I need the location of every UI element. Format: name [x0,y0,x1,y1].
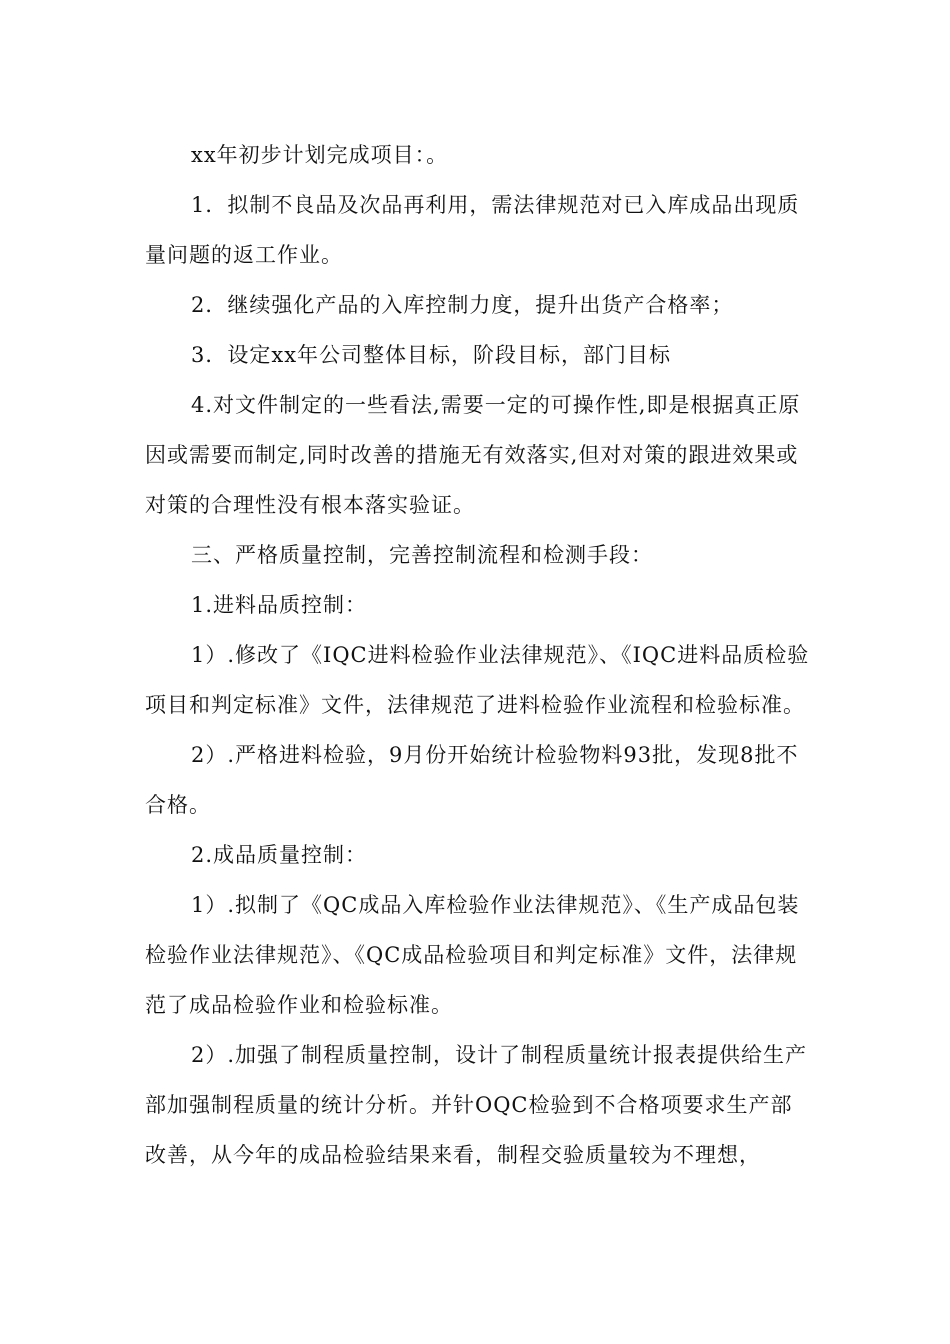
paragraph-incoming-2: 2）.严格进料检验，9月份开始统计检验物料93批，发现8批不合格。 [145,743,799,817]
paragraph-plan-item-4: 4.对文件制定的一些看法,需要一定的可操作性,即是根据真正原因或需要而制定,同时改善的措施无有效落实,但对对策的跟进效果或对策的合理性没有根本落实验证。 [145,393,801,517]
paragraph-finished-1: 1）.拟制了《QC成品入库检验作业法律规范》、《生产成品包装检验作业法律规范》、《QC成品检验项目和判定标准》文件，法律规范了成品检验作业和检验标准。 [145,893,800,1017]
section-heading-quality-control: 三、严格质量控制，完善控制流程和检测手段： [191,543,653,567]
subheading-incoming-material: 1.进料品质控制： [191,593,368,617]
paragraph-finished-2: 2）.加强了制程质量控制，设计了制程质量统计报表提供给生产部加强制程质量的统计分析。并针OQC检验到不合格项要求生产部改善，从今年的成品检验结果来看，制程交验质量较为不理想， [145,1043,808,1167]
paragraph-plan-item-1: 1．拟制不良品及次品再利用，需法律规范对已入库成品出现质量问题的返工作业。 [145,193,800,267]
paragraph-incoming-1: 1）.修改了《IQC进料检验作业法律规范》、《IQC进料品质检验项目和判定标准》文件，法律规范了进料检验作业流程和检验标准。 [145,643,810,717]
paragraph-plan-item-2: 2．继续强化产品的入库控制力度，提升出货产合格率； [191,293,734,317]
subheading-finished-product: 2.成品质量控制： [191,843,368,867]
paragraph-plan-item-3: 3．设定xx年公司整体目标，阶段目标，部门目标 [191,343,672,367]
paragraph-plan-intro: xx年初步计划完成项目：。 [191,143,449,167]
document-body [145,130,810,1180]
